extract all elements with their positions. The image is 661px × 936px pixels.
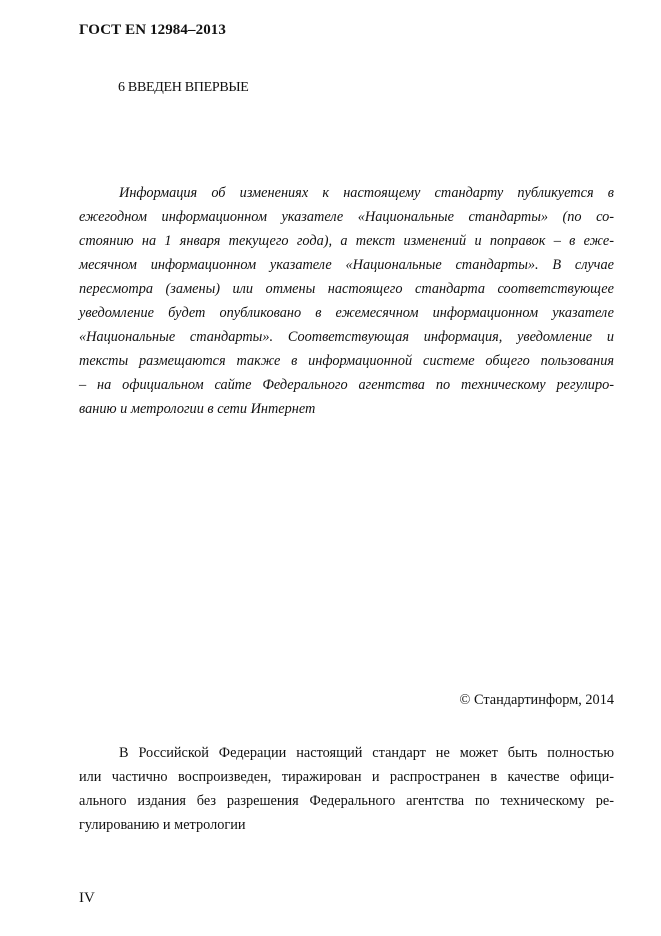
info-line: стоянию на 1 января текущего года), а текст изменений и поправок – в ежe- xyxy=(79,233,614,249)
introduction-item: 6 ВВЕДЕН ВПЕРВЫЕ xyxy=(118,80,249,95)
info-line: «Национальные стандарты». Соответствующая информация, уведомление и xyxy=(79,329,614,345)
rights-line: В Российской Федерации настоящий стандарт не может быть полностью xyxy=(119,745,614,761)
rights-line: или частично воспроизведен, тиражирован и распространен в качестве офици- xyxy=(79,769,614,785)
copyright-notice: © Стандартинформ, 2014 xyxy=(459,692,614,708)
info-line: уведомление будет опубликовано в ежемесячном информационном указателе xyxy=(79,305,614,321)
rights-paragraph xyxy=(79,741,614,837)
info-line: месячном информационном указателе «Национальные стандарты». В случае xyxy=(79,257,614,273)
info-line: ванию и метрологии в сети Интернет xyxy=(79,401,316,417)
info-line: тексты размещаются также в информационной системе общего пользования xyxy=(79,353,614,369)
rights-line: гулированию и метрологии xyxy=(79,817,246,833)
info-line: Информация об изменениях к настоящему стандарту публикуется в xyxy=(119,185,614,201)
info-line: пересмотра (замены) или отмены настоящего стандарта соответствующее xyxy=(79,281,614,297)
document-code-header: ГОСТ EN 12984–2013 xyxy=(79,22,226,38)
info-line: ежегодном информационном указателе «Национальные стандарты» (по со- xyxy=(79,209,614,225)
info-paragraph xyxy=(79,181,614,421)
page-number: IV xyxy=(79,890,95,906)
info-line: – на официальном сайте Федерального агентства по техническому регулиро- xyxy=(79,377,614,393)
rights-line: ального издания без разрешения Федерального агентства по техническому ре- xyxy=(79,793,614,809)
